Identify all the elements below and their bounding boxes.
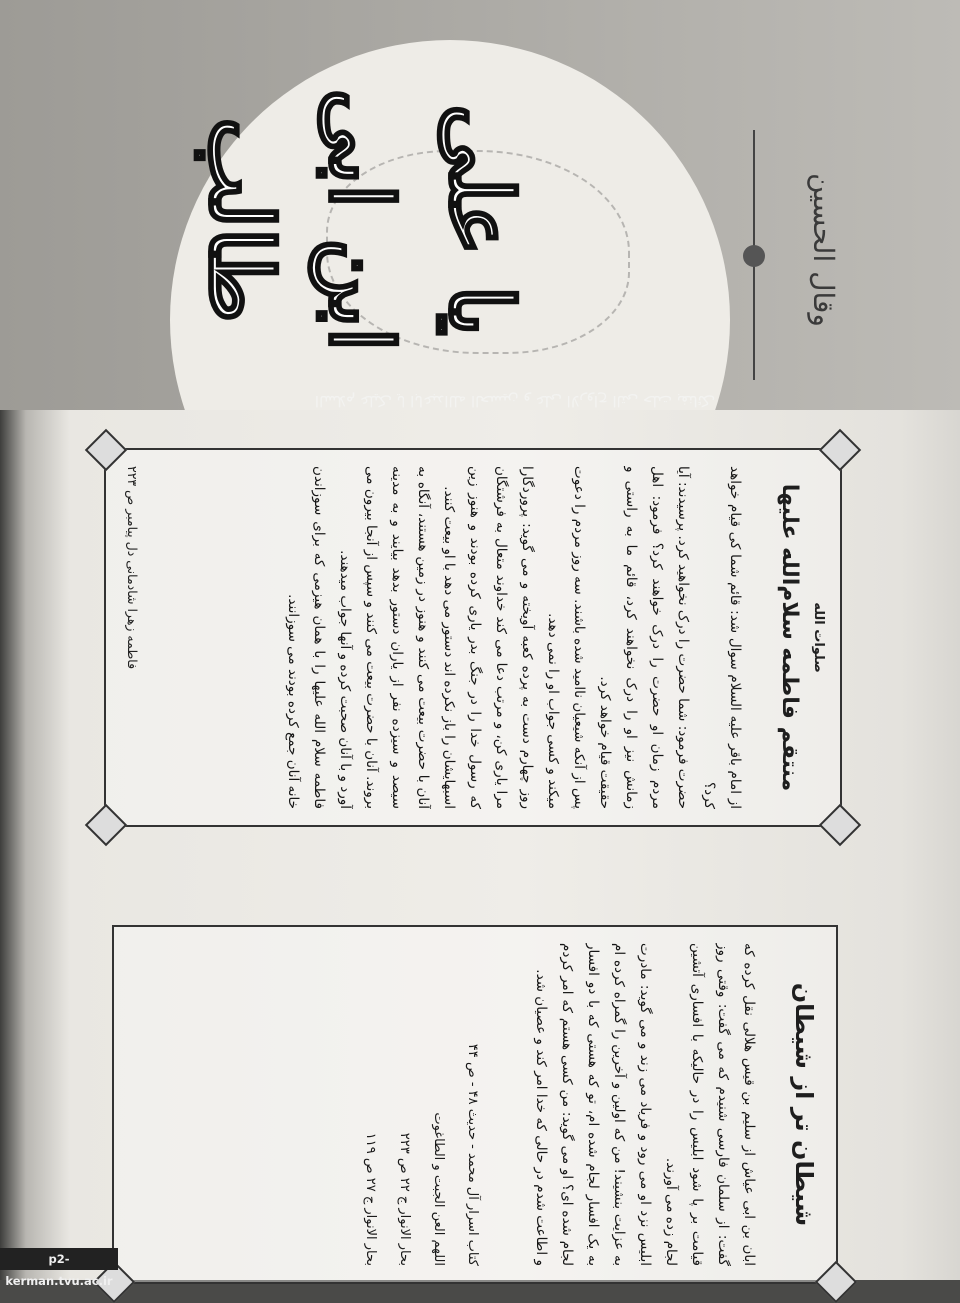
banner: [0, 0, 960, 410]
banner-verse: السلام علیک یا اباعبدالله الحسین و علی الارواح التی حلت بفنائک: [314, 392, 716, 410]
paragraph: فاطمه سلام الله علیها را با همان هیزمی که برای سوزاندن خانه آنان جمع کرده بودند می سوزانند.: [285, 466, 327, 809]
panel-heading: منتقم فاطمه سلام‌الله علیها: [777, 483, 802, 792]
panel-heading: شیطان تر از شیطان: [790, 982, 818, 1227]
reference-item: بحار الانوار ج ۲۷ ص ۱۱۹: [363, 1132, 378, 1266]
banner-medallion-icon: [743, 245, 765, 267]
paragraph: روز چهارم دست به پرده کعبه آویخته و می گوید: پروردگارا مرا یاری کن، و مرتب دعا می کند خداوند متعال به فرشتگان که رسول خدا را در جنگ بدر یاری کرده بودند و هنوز زین اسبهایشان را باز نکرده اند دستور می دهد با او بیعت کنند.: [441, 466, 535, 809]
corner-ornament-icon: [85, 804, 127, 846]
paragraph: ابان بن ابی عیاش از سلیم بن قیس هلالی نقل کرده که گفت: از سلمان فارسی شنیدم که می گفت: وقتی روز قیامت بر پا شود ابلیس را در حالیکه با افساری آتشین لجام زده می آورند.: [663, 943, 757, 1266]
corner-ornament-icon: [85, 429, 127, 471]
reference-item: کتاب اسرار آل محمد - حدیث ۴۸ - ص ۴۴: [465, 1043, 480, 1266]
site-watermark: p2-kerman.tvu.ac.ir: [0, 1248, 118, 1270]
reference-item: بحار الانوار ج ۲۲ ص ۲۲۳: [397, 1132, 412, 1266]
banner-small-title: وقال الحسین: [807, 173, 840, 327]
corner-ornament-icon: [815, 1261, 857, 1303]
paragraph: آنان با حضرت بیعت می کنند و هنوز در زمین هستند، آنگاه به سیصد و سیزده نفر از یاران دستور بدهد بیایند و به مدینه بروند. آنان با حضرت بیعت می کنند و سپس از آنجا بیرون می آورد و با آنان صحبت کرده و آنها جواب میدهند.: [337, 466, 431, 809]
paragraph: ابلیس نزد او می رود و فریاد می زند و می گوید: مادرت به عزایت بنشیند! من که اولین و آخرین را گمراه کرده ام به یک افسار لجام شده ام، تو که هستی که با دو افسار لجام شده ای؟ او می گوید: من کسی هستم که امر کردم و اطاعت شدم در حالی که خدا امر کند و عصیان شد.: [533, 943, 653, 1266]
panel-body: [146, 466, 748, 809]
bottom-panel: [112, 925, 838, 1284]
paragraph: حضرت فرمود: شما حضرت را درک نخواهید کرد. پرسیدند: آیا مردم زمان او حضرت را درک خواهند کرد؟ فرمود: اهل زمانش نیز او را درک نخواهند کرد، قائم ما به راستی و حقیقت قیام خواهد کرد.: [597, 466, 691, 809]
middle-panel: [104, 448, 842, 827]
banner-calligraphy-title: یا علی ابن ابی طالب: [190, 88, 531, 352]
panel-body: [514, 943, 762, 1266]
reference-item: اللهم العن الجبت و الطاغوت: [431, 1112, 446, 1266]
paragraph: از امام باقر علیه السلام سوال شد: قائم شما کی قیام خواهد کرد؟: [701, 466, 743, 809]
reference-list: [186, 943, 486, 1266]
paragraph: پس از آنکه شیعیان ناامید شده باشند. سه روز مردم را دعوت میکند و کسی جواب او را نمی دهد.: [545, 466, 587, 809]
panel-subtitle: صلوات الله: [811, 602, 826, 673]
source-citation: فاطمه زهرا شادمانی دل پیامبر ص ۲۲۳: [125, 466, 140, 670]
